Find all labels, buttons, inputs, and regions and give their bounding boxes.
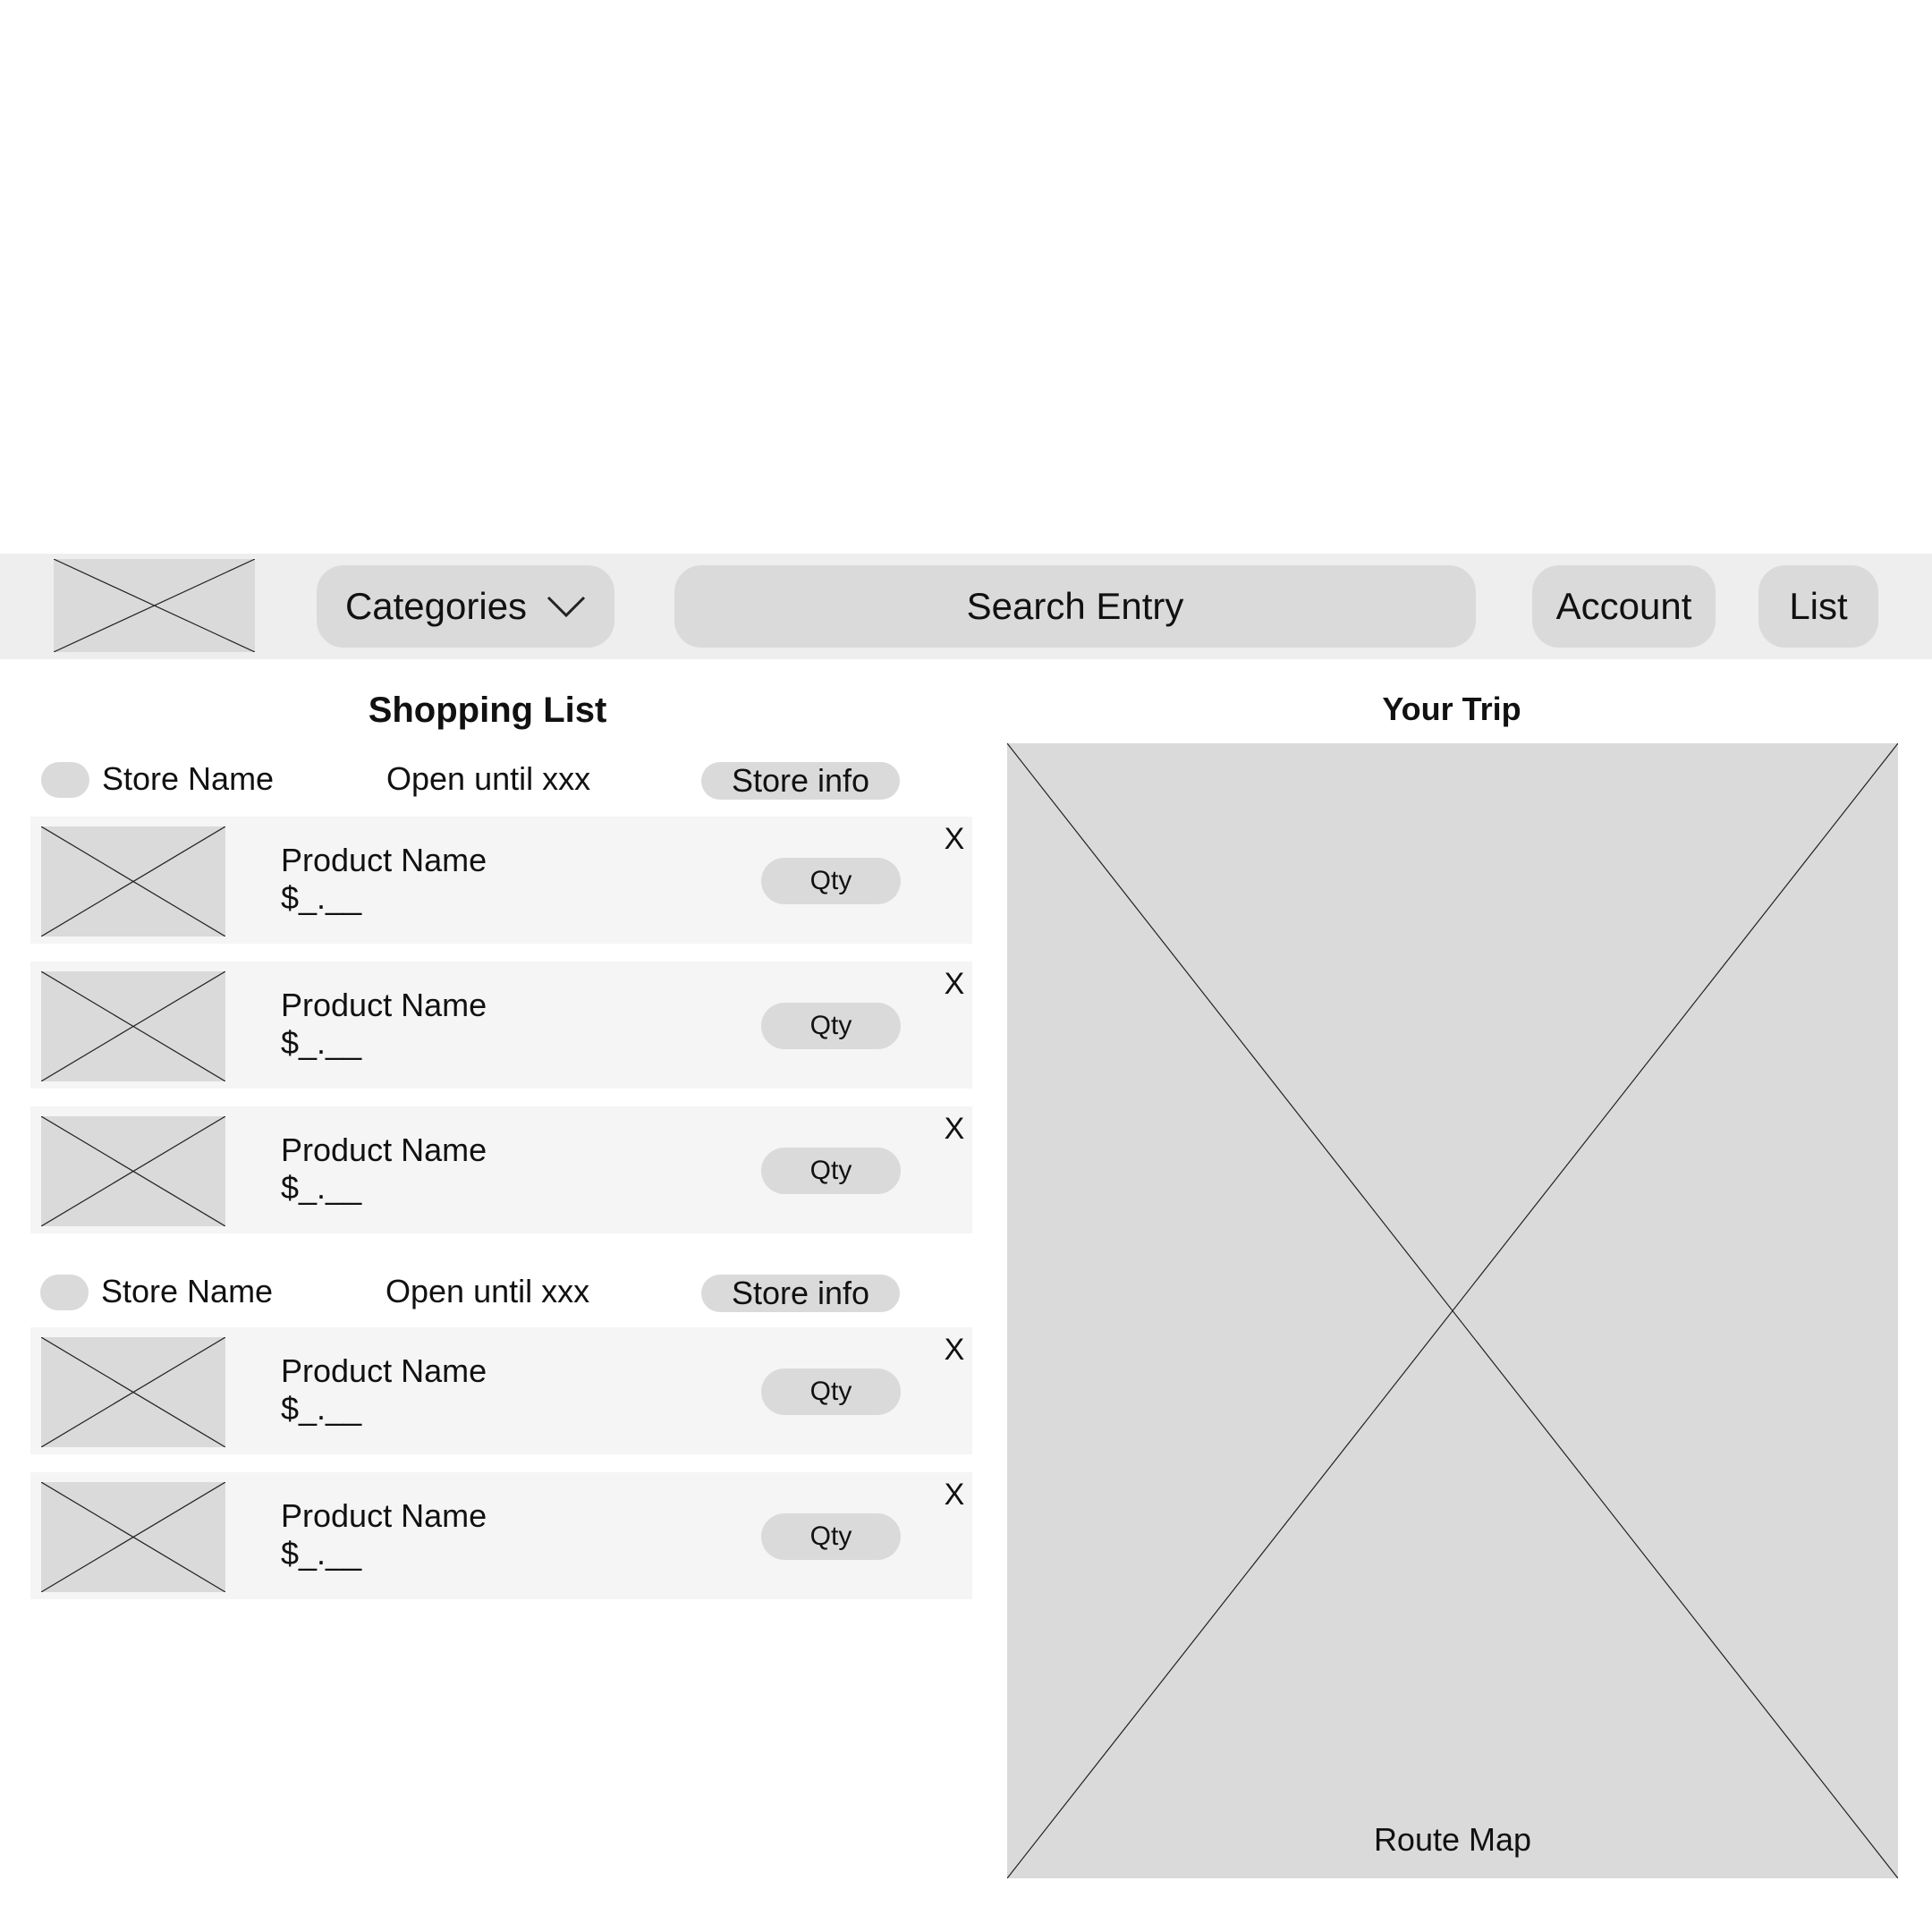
product-price: $_.__ [281,1535,362,1572]
qty-button[interactable] [761,1368,901,1415]
product-price: $_.__ [281,1169,362,1206]
store-info-label: Store info [731,1275,870,1311]
account-label: Account [1555,585,1692,627]
list-item [30,962,972,1089]
product-image-placeholder [41,1337,225,1447]
remove-item-button[interactable]: X [944,1478,965,1512]
list-item [30,1327,972,1454]
account-button[interactable] [1532,565,1716,648]
route-map[interactable] [1007,743,1898,1878]
product-name: Product Name [281,987,487,1023]
store-name: Store Name [102,760,275,797]
qty-label: Qty [809,1011,852,1040]
search-input[interactable] [674,565,1476,648]
route-map-label: Route Map [1373,1821,1532,1858]
store-hours: Open until xxx [386,1273,590,1309]
logo-image-placeholder[interactable] [54,559,255,652]
chevron-down-icon [547,595,586,618]
list-button[interactable] [1758,565,1878,648]
image-placeholder-icon [54,559,255,652]
product-name: Product Name [281,842,487,878]
list-item [30,817,972,944]
remove-item-button[interactable]: X [944,1333,965,1367]
product-name: Product Name [281,1497,487,1534]
image-placeholder-icon [41,971,225,1081]
qty-label: Qty [809,1377,852,1406]
store-name: Store Name [101,1273,274,1309]
search-placeholder: Search Entry [966,585,1184,627]
store-toggle[interactable] [40,1275,89,1310]
qty-label: Qty [809,1521,852,1551]
image-placeholder-icon [41,1116,225,1226]
your-trip-title: Your Trip [1382,691,1521,727]
qty-button[interactable] [761,858,901,904]
categories-label: Categories [344,585,528,627]
categories-dropdown[interactable] [317,565,614,648]
list-label: List [1789,585,1848,627]
product-image-placeholder [41,1482,225,1592]
store-toggle[interactable] [41,762,89,798]
remove-item-button[interactable]: X [944,822,965,856]
product-image-placeholder [41,1116,225,1226]
image-placeholder-icon [1007,743,1898,1878]
store-info-label: Store info [731,762,870,799]
product-image-placeholder [41,826,225,936]
product-image-placeholder [41,971,225,1081]
image-placeholder-icon [41,826,225,936]
store-info-button[interactable] [701,1275,900,1312]
image-placeholder-icon [41,1482,225,1592]
product-name: Product Name [281,1352,487,1389]
list-item [30,1472,972,1599]
remove-item-button[interactable]: X [944,967,965,1001]
remove-item-button[interactable]: X [944,1112,965,1146]
qty-label: Qty [809,866,852,895]
qty-button[interactable] [761,1148,901,1194]
product-price: $_.__ [281,1390,362,1427]
qty-button[interactable] [761,1003,901,1049]
product-price: $_.__ [281,1024,362,1061]
qty-button[interactable] [761,1513,901,1560]
qty-label: Qty [809,1156,852,1185]
product-name: Product Name [281,1131,487,1168]
shopping-list-title: Shopping List [368,691,607,730]
store-hours: Open until xxx [386,760,591,797]
list-item [30,1106,972,1233]
store-info-button[interactable] [701,762,900,800]
product-price: $_.__ [281,879,362,916]
image-placeholder-icon [41,1337,225,1447]
